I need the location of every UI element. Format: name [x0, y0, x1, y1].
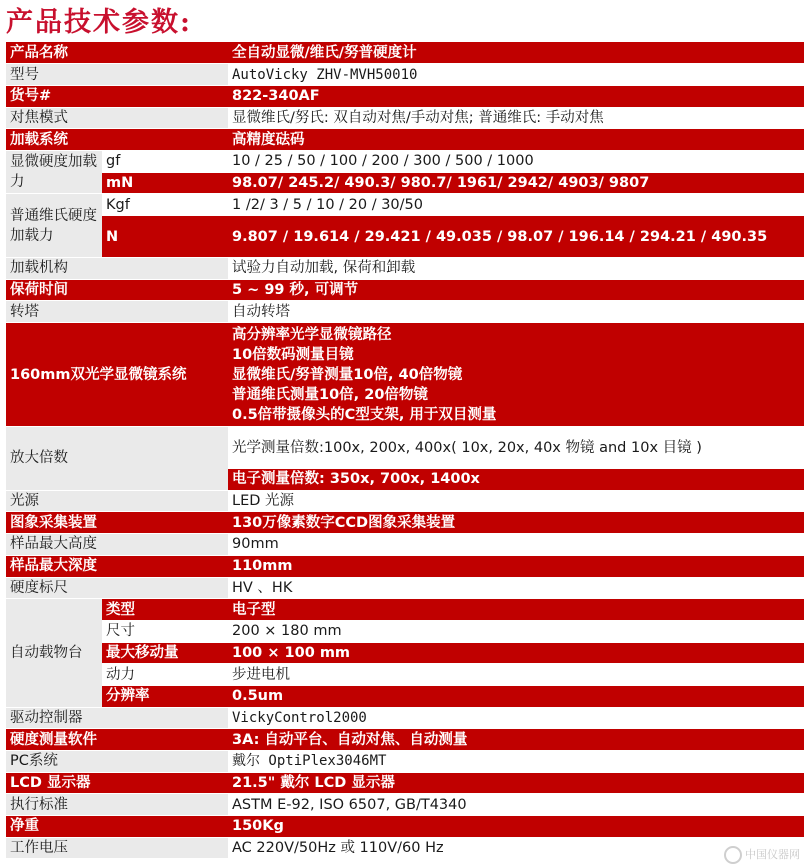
- row-value: [228, 323, 804, 427]
- row-label: PC系统: [6, 751, 228, 773]
- row-value: 1 /2/ 3 / 5 / 10 / 20 / 30/50: [228, 194, 804, 216]
- row-normal-load-kgf: [6, 194, 804, 216]
- row-label: 保荷时间: [6, 279, 228, 301]
- row-label: 显微硬度加载力: [6, 150, 102, 193]
- row-value: 100 × 100 mm: [228, 642, 804, 664]
- row-label: 型号: [6, 64, 228, 86]
- row-label: 产品名称: [6, 42, 228, 64]
- row-max-height: [6, 534, 804, 556]
- row-load-system: [6, 129, 804, 151]
- row-label: 放大倍数: [6, 427, 228, 491]
- row-value: 光学测量倍数:100x, 200x, 400x( 10x, 20x, 40x 物镜 and 10x 目镜 ): [228, 427, 804, 469]
- row-label: 图象采集装置: [6, 512, 228, 534]
- stage-sub-label: 尺寸: [102, 620, 228, 642]
- row-label: 对焦模式: [6, 107, 228, 129]
- microscope-line: 10倍数码测量目镜: [232, 346, 354, 363]
- watermark-logo-icon: [724, 846, 742, 864]
- row-micro-load-gf: [6, 150, 804, 172]
- row-value: 试验力自动加载, 保荷和卸载: [228, 258, 804, 280]
- microscope-line: 普通维氏测量10倍, 20倍物镜: [232, 386, 428, 403]
- row-value: 0.5um: [228, 685, 804, 707]
- row-value: 步进电机: [228, 664, 804, 686]
- row-lcd: [6, 772, 804, 794]
- row-stage-size: [6, 620, 804, 642]
- row-software: [6, 729, 804, 751]
- unit-label: mN: [102, 172, 228, 194]
- row-product-name: [6, 42, 804, 64]
- row-value: 5 ~ 99 秒, 可调节: [228, 279, 804, 301]
- row-micro-load-mn: [6, 172, 804, 194]
- row-pc-system: [6, 751, 804, 773]
- row-label: 货号#: [6, 85, 228, 107]
- row-controller: [6, 707, 804, 729]
- row-value: 98.07/ 245.2/ 490.3/ 980.7/ 1961/ 2942/ 4903/ 9807: [228, 172, 804, 194]
- row-label: 样品最大深度: [6, 555, 228, 577]
- unit-label: gf: [102, 150, 228, 172]
- row-value: 90mm: [228, 534, 804, 556]
- row-label: 160mm双光学显微镜系统: [6, 323, 228, 427]
- row-label: 硬度标尺: [6, 577, 228, 599]
- row-value: 3A: 自动平台、自动对焦、自动测量: [228, 729, 804, 751]
- row-hold-time: [6, 279, 804, 301]
- stage-sub-label: 分辨率: [102, 685, 228, 707]
- row-label: 加载机构: [6, 258, 228, 280]
- row-normal-load-n: [6, 216, 804, 258]
- row-value: 21.5" 戴尔 LCD 显示器: [228, 772, 804, 794]
- row-value: 高精度砝码: [228, 129, 804, 151]
- row-value: AC 220V/50Hz 或 110V/60 Hz: [228, 837, 804, 859]
- row-label: 驱动控制器: [6, 707, 228, 729]
- row-stage-power: [6, 664, 804, 686]
- row-light-source: [6, 490, 804, 512]
- microscope-line: 高分辨率光学显微镜路径: [232, 326, 392, 343]
- microscope-line: 显微维氏/努普测量10倍, 40倍物镜: [232, 366, 463, 383]
- row-max-depth: [6, 555, 804, 577]
- row-weight: [6, 816, 804, 838]
- row-value: 110mm: [228, 555, 804, 577]
- row-standard: [6, 794, 804, 816]
- row-load-mechanism: [6, 258, 804, 280]
- row-focus-mode: [6, 107, 804, 129]
- row-value: 822-340AF: [228, 85, 804, 107]
- row-label: 光源: [6, 490, 228, 512]
- row-value: VickyControl2000: [228, 707, 804, 729]
- row-value: AutoVicky ZHV-MVH50010: [228, 64, 804, 86]
- stage-sub-label: 动力: [102, 664, 228, 686]
- row-stage-resolution: [6, 685, 804, 707]
- stage-sub-label: 最大移动量: [102, 642, 228, 664]
- row-magnification-optical: [6, 427, 804, 469]
- row-label: 加载系统: [6, 129, 228, 151]
- unit-label: N: [102, 216, 228, 258]
- unit-label: Kgf: [102, 194, 228, 216]
- row-image-capture: [6, 512, 804, 534]
- row-value: HV 、HK: [228, 577, 804, 599]
- row-value: 10 / 25 / 50 / 100 / 200 / 300 / 500 / 1000: [228, 150, 804, 172]
- row-label: 转塔: [6, 301, 228, 323]
- row-value: 电子型: [228, 599, 804, 621]
- row-value: LED 光源: [228, 490, 804, 512]
- page-title: 产品技术参数:: [6, 7, 192, 38]
- row-value: 显微维氏/努氏: 双自动对焦/手动对焦; 普通维氏: 手动对焦: [228, 107, 804, 129]
- watermark: [724, 846, 800, 864]
- row-label: 样品最大高度: [6, 534, 228, 556]
- row-label: 硬度测量软件: [6, 729, 228, 751]
- row-value: 电子测量倍数: 350x, 700x, 1400x: [228, 469, 804, 491]
- row-label: 普通维氏硬度加载力: [6, 194, 102, 258]
- row-voltage: [6, 837, 804, 859]
- row-model: [6, 64, 804, 86]
- row-turret: [6, 301, 804, 323]
- row-label: 净重: [6, 816, 228, 838]
- row-label: 工作电压: [6, 837, 228, 859]
- row-label: 自动载物台: [6, 599, 102, 707]
- row-hardness-scale: [6, 577, 804, 599]
- row-value: 130万像素数字CCD图象采集装置: [228, 512, 804, 534]
- watermark-text: 中国仪器网: [745, 848, 800, 861]
- row-value: 全自动显微/维氏/努普硬度计: [228, 42, 804, 64]
- row-value: 9.807 / 19.614 / 29.421 / 49.035 / 98.07 / 196.14 / 294.21 / 490.35: [228, 216, 804, 258]
- spec-table: [6, 42, 804, 859]
- row-label: 执行标准: [6, 794, 228, 816]
- row-value: ASTM E-92, ISO 6507, GB/T4340: [228, 794, 804, 816]
- row-microscope: [6, 323, 804, 427]
- row-stage-travel: [6, 642, 804, 664]
- row-label: LCD 显示器: [6, 772, 228, 794]
- row-item-number: [6, 85, 804, 107]
- row-stage-type: [6, 599, 804, 621]
- row-value: 戴尔 OptiPlex3046MT: [228, 751, 804, 773]
- row-value: 200 × 180 mm: [228, 620, 804, 642]
- row-value: 150Kg: [228, 816, 804, 838]
- row-value: 自动转塔: [228, 301, 804, 323]
- microscope-line: 0.5倍带摄像头的C型支架, 用于双目测量: [232, 406, 497, 423]
- stage-sub-label: 类型: [102, 599, 228, 621]
